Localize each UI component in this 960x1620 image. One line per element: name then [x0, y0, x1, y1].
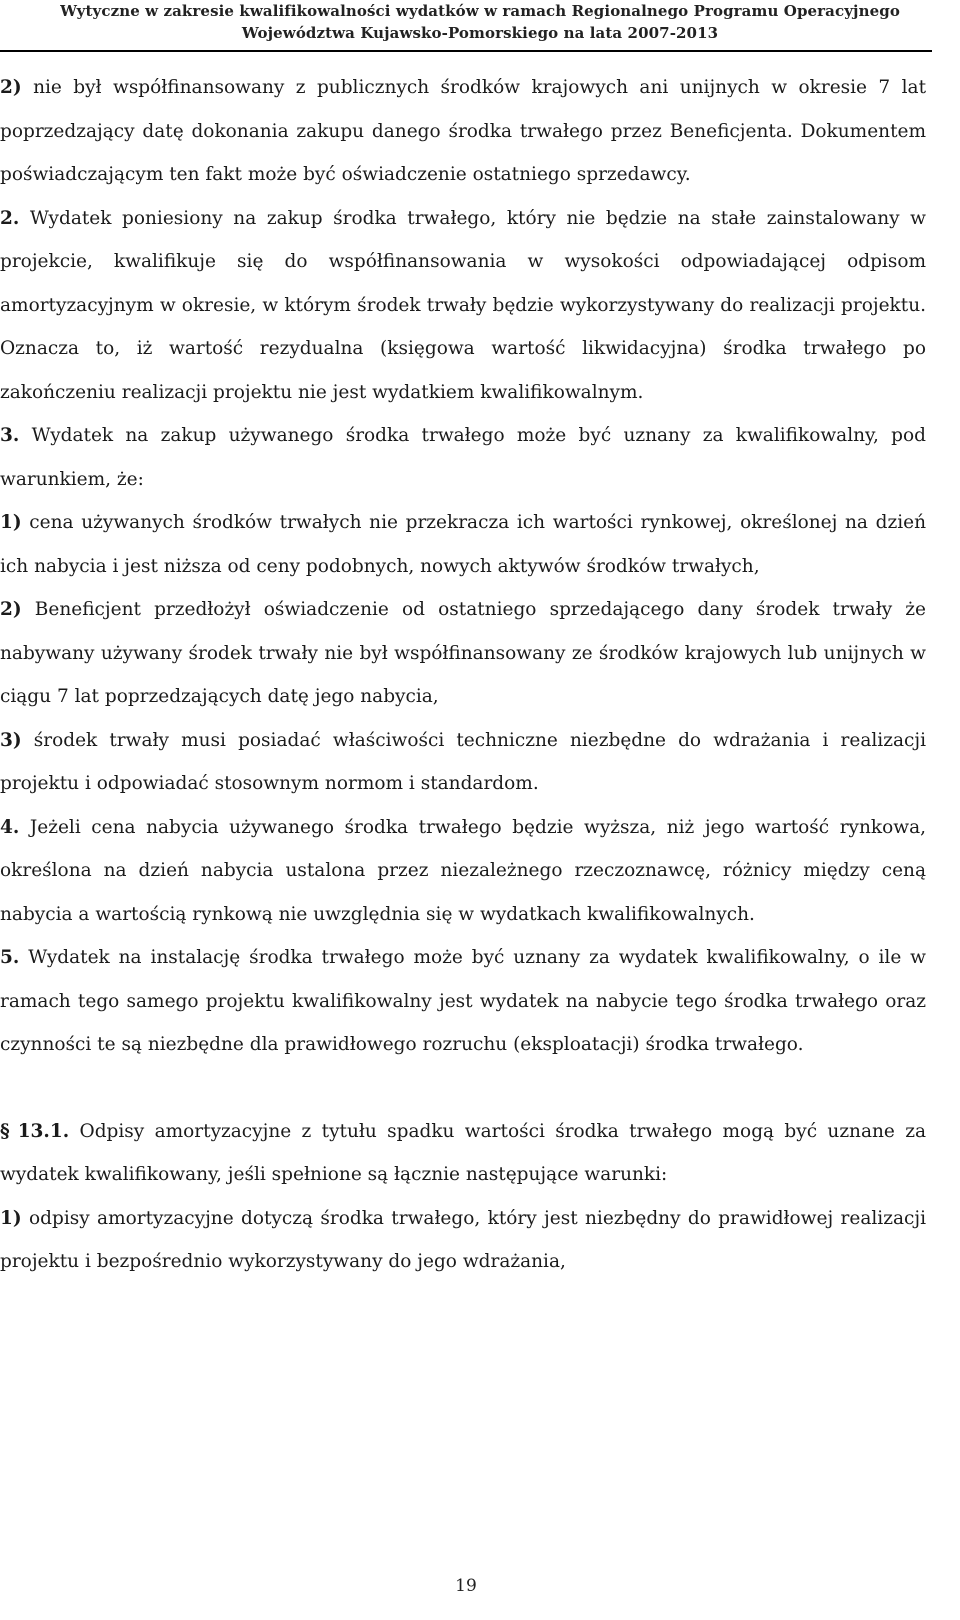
- paragraph-text: nie był współfinansowany z publicznych środków krajowych ani unijnych w okresie 7 lat poprzedzający datę dokonania zakupu danego środka trwałego przez Beneficjenta. Dokumentem poświadczającym ten fakt może być oświadczenie ostatniego sprzedawcy.: [0, 77, 926, 185]
- header-line-2: Województwa Kujawsko-Pomorskiego na lata 2007-2013: [241, 24, 719, 42]
- paragraph: [0, 588, 926, 719]
- paragraph-number: 3.: [0, 425, 20, 446]
- paragraph: [0, 501, 926, 588]
- paragraph: [0, 414, 926, 501]
- section-item-number: 1): [0, 1207, 22, 1229]
- document-header: [0, 0, 960, 50]
- section-text: Odpisy amortyzacyjne z tytułu spadku wartości środka trwałego mogą być uznane za wydatek kwalifikowany, jeśli spełnione są łącznie następujące warunki:: [0, 1120, 926, 1185]
- paragraph: [0, 719, 926, 806]
- paragraph-text: Beneficjent przedłożył oświadczenie od ostatniego sprzedającego dany środek trwały że nabywany używany środek trwały nie był współfinansowany ze środków krajowych lub unijnych w ciągu 7 lat poprzedzających datę jego nabycia,: [0, 599, 926, 707]
- section-paragraph: [0, 1110, 926, 1197]
- paragraph-text: Wydatek poniesiony na zakup środka trwałego, który nie będzie na stałe zainstalowany w projekcie, kwalifikuje się do współfinansowania w wysokości odpowiadającej odpisom amortyzacyjnym w okresie, w którym środek trwały będzie wykorzystywany do realizacji projektu. Oznacza to, iż wartość rezydualna (księgowa wartość likwidacyjna) środka trwałego po zakończeniu realizacji projektu nie jest wydatkiem kwalifikowalnym.: [0, 207, 926, 403]
- paragraph-text: Wydatek na zakup używanego środka trwałego może być uznany za kwalifikowalny, pod warunkiem, że:: [0, 425, 926, 490]
- page-number: 19: [455, 1576, 477, 1596]
- paragraph-number: 2): [0, 599, 22, 620]
- paragraph: [0, 197, 926, 415]
- paragraph-text: środek trwały musi posiadać właściwości techniczne niezbędne do wdrażania i realizacji projektu i odpowiadać stosownym normom i standardom.: [0, 729, 926, 794]
- paragraph: [0, 806, 926, 937]
- paragraph-text: Wydatek na instalację środka trwałego może być uznany za wydatek kwalifikowalny, o ile w ramach tego samego projektu kwalifikowalny jest wydatek na nabycie tego środka trwałego oraz czynności te są niezbędne dla prawidłowego rozruchu (eksploatacji) środka trwałego.: [0, 947, 926, 1055]
- paragraph-number: 4.: [0, 816, 20, 838]
- paragraph-text: cena używanych środków trwałych nie przekracza ich wartości rynkowej, określonej na dzień ich nabycia i jest niższa od ceny podobnych, nowych aktywów środków trwałych,: [0, 512, 926, 577]
- paragraph-number: 2): [0, 77, 22, 98]
- section-item-text: odpisy amortyzacyjne dotyczą środka trwałego, który jest niezbędny do prawidłowej realizacji projektu i bezpośrednio wykorzystywany do jego wdrażania,: [0, 1207, 926, 1272]
- paragraph: [0, 936, 926, 1067]
- header-divider: [0, 50, 932, 52]
- section-sign: §: [0, 1120, 10, 1142]
- paragraph: [0, 66, 926, 197]
- paragraph-number: 1): [0, 512, 22, 533]
- document-body: [0, 66, 926, 1284]
- paragraph-text: Jeżeli cena nabycia używanego środka trwałego będzie wyższa, niż jego wartość rynkowa, określona na dzień nabycia ustalona przez niezależnego rzeczoznawcę, różnicy między ceną nabycia a wartością rynkową nie uwzględnia się w wydatkach kwalifikowalnych.: [0, 816, 926, 925]
- header-line-1: Wytyczne w zakresie kwalifikowalności wydatków w ramach Regionalnego Programu Operacyjnego: [60, 2, 900, 20]
- paragraph-number: 3): [0, 729, 22, 751]
- section-13-1: [0, 1110, 926, 1284]
- paragraph-number: 5.: [0, 947, 20, 968]
- section-number: 13.1.: [17, 1120, 70, 1142]
- section-item: [0, 1197, 926, 1284]
- section-spacer: [0, 1067, 926, 1110]
- paragraph-number: 2.: [0, 207, 20, 229]
